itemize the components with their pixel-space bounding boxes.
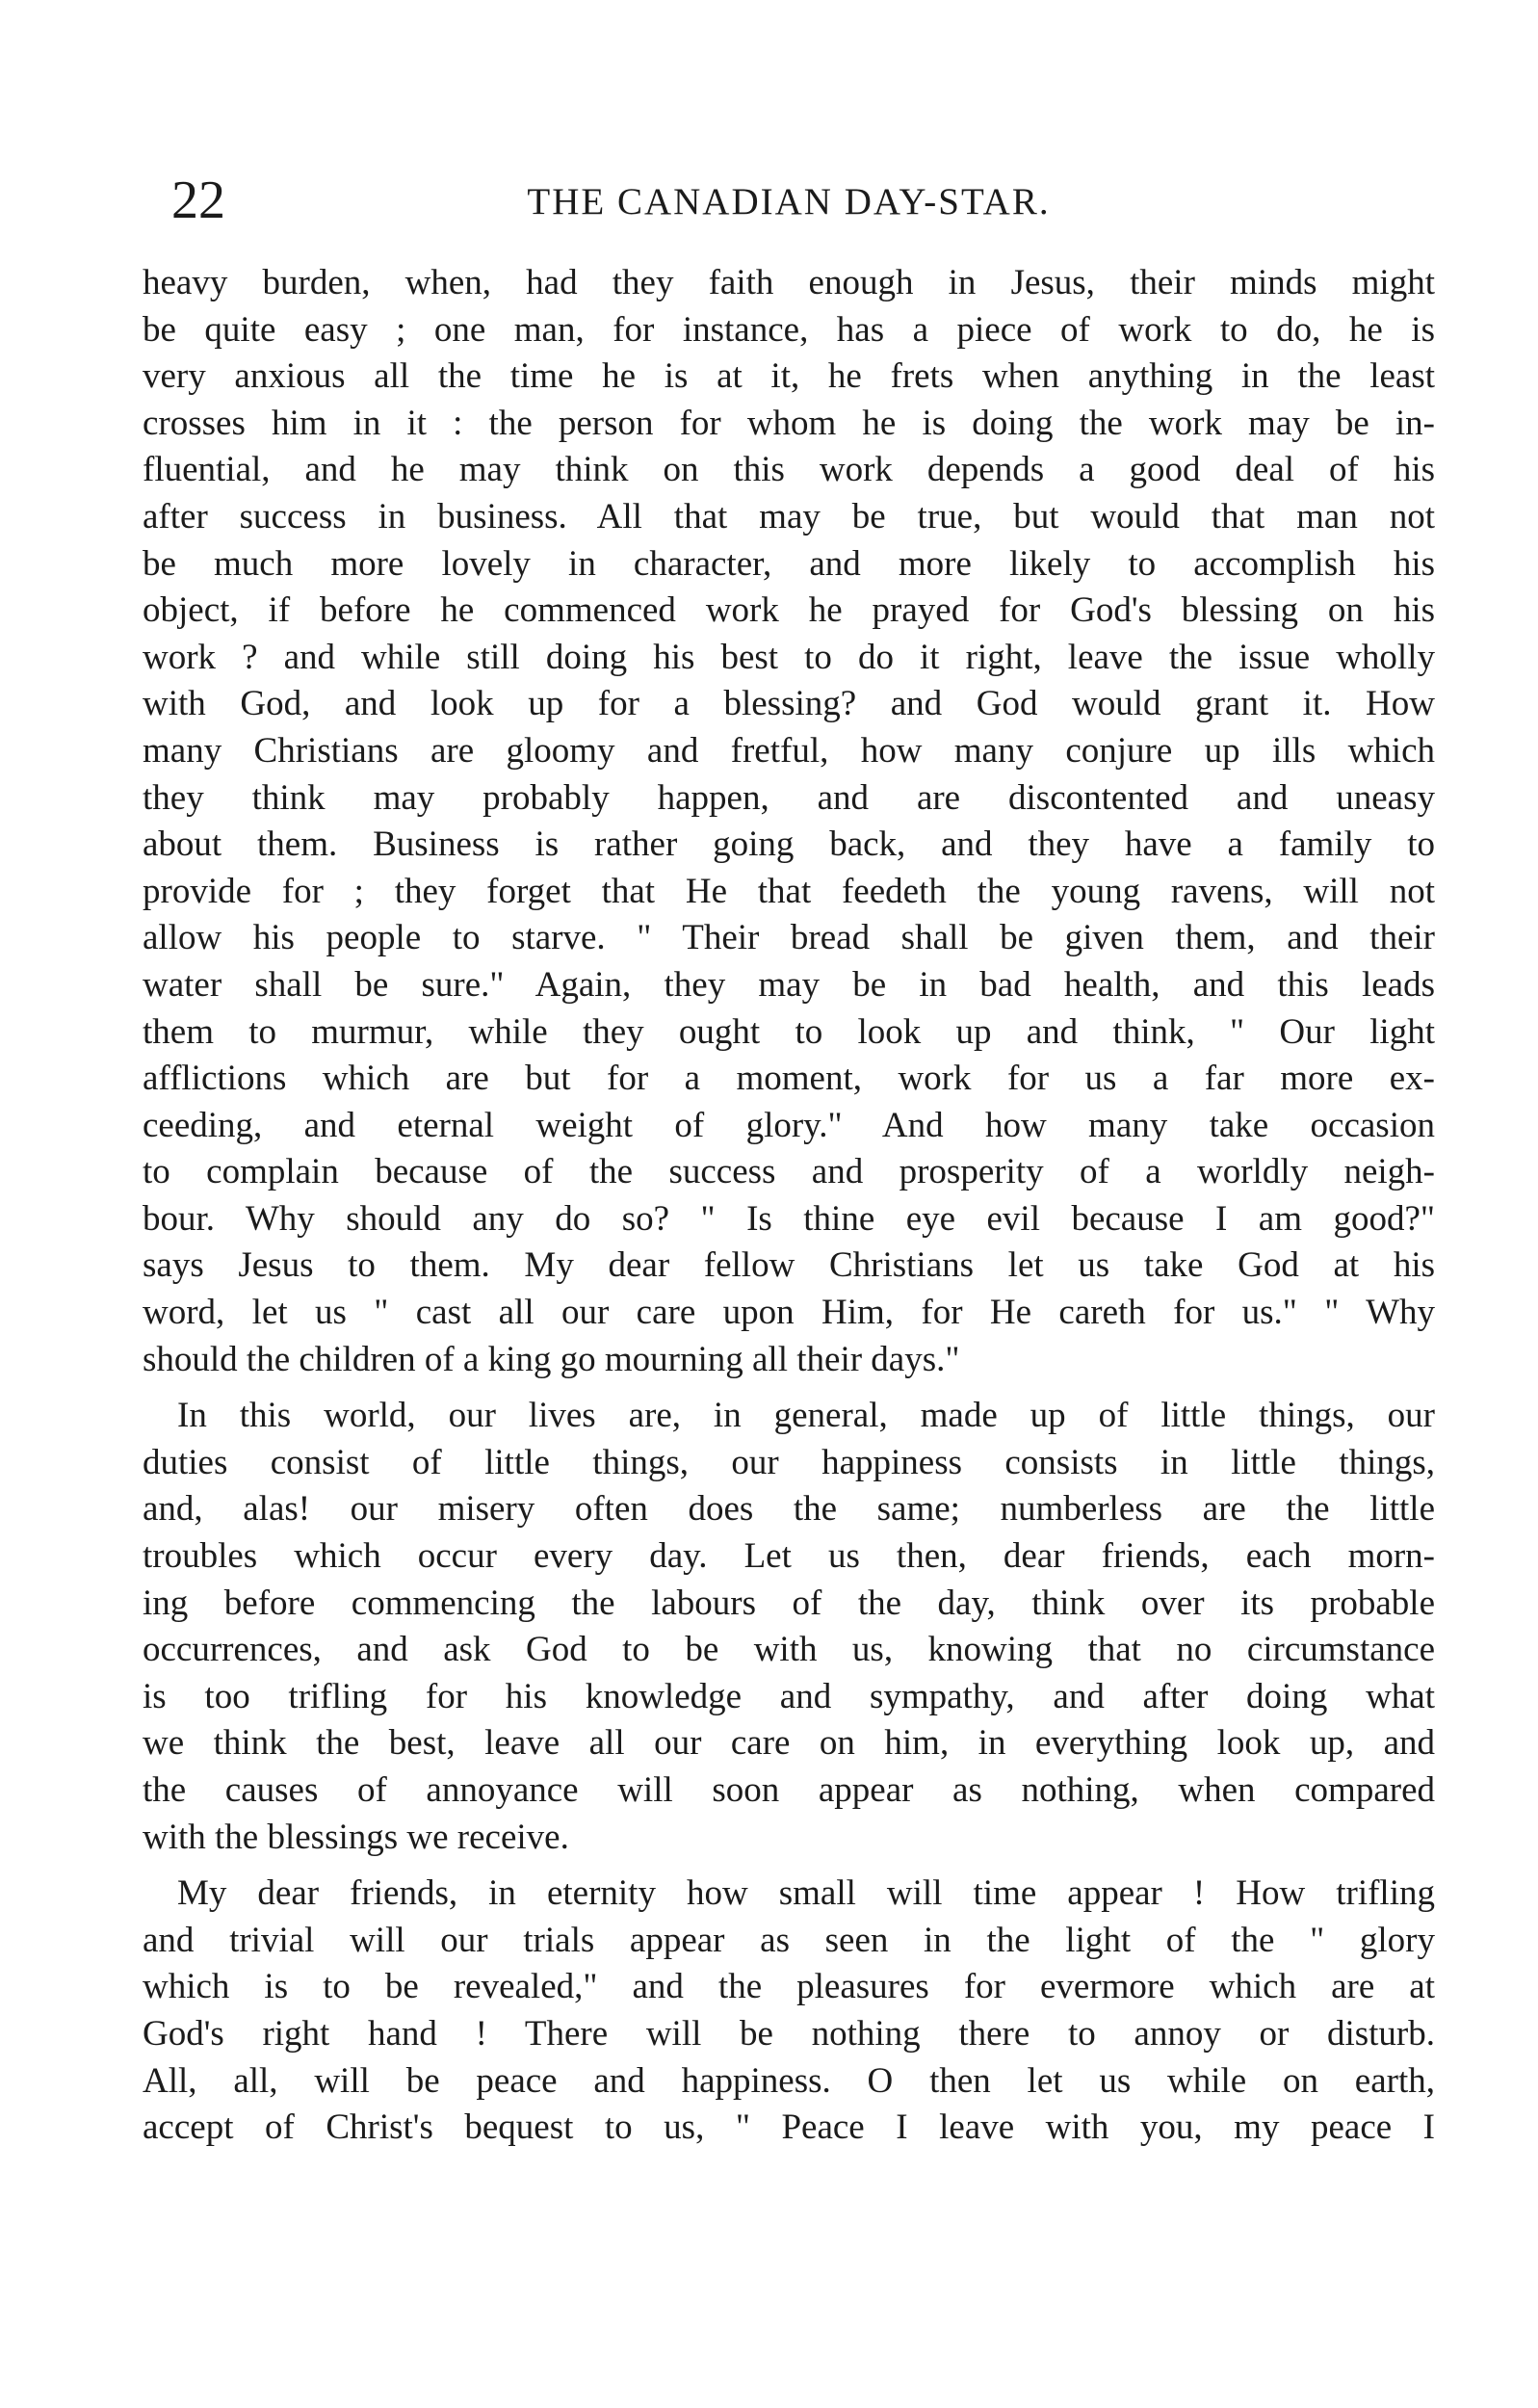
text-line: should the children of a king go mourning all their days." [143, 1339, 960, 1379]
paragraph [143, 260, 1435, 1383]
text-line: them to murmur, while they ought to look up and think, " Our light [143, 1011, 1435, 1052]
text-line: many Christians are gloomy and fretful, how many conjure up ills which [143, 730, 1435, 771]
text-line: fluential, and he may think on this work depends a good deal of his [143, 450, 1435, 490]
text-line: and, alas! our misery often does the same; numberless are the little [143, 1489, 1435, 1530]
text-line: word, let us " cast all our care upon Him, for He careth for us." " Why [143, 1293, 1435, 1333]
book-page [143, 170, 1435, 2152]
text-line: be quite easy ; one man, for instance, has a piece of work to do, he is [143, 309, 1435, 350]
text-line: provide for ; they forget that He that feedeth the young ravens, will not [143, 871, 1435, 911]
text-line: heavy burden, when, had they faith enough in Jesus, their minds might [143, 263, 1435, 302]
text-line: water shall be sure." Again, they may be in bad health, and this leads [143, 964, 1435, 1005]
text-line: and trivial will our trials appear as seen in the light of the " glory [143, 1920, 1435, 1960]
body-text [143, 260, 1435, 2152]
text-line: be much more lovely in character, and more likely to accomplish his [143, 543, 1435, 584]
text-line: ceeding, and eternal weight of glory." And how many take occasion [143, 1105, 1435, 1145]
page-number: 22 [171, 170, 225, 230]
text-line: accept of Christ's bequest to us, " Peace I leave with you, my peace I [143, 2107, 1435, 2148]
text-line: troubles which occur every day. Let us then, dear friends, each morn- [143, 1536, 1435, 1577]
text-line: they think may probably happen, and are discontented and uneasy [143, 777, 1435, 818]
text-line: bour. Why should any do so? " Is thine eye evil because I am good?" [143, 1198, 1435, 1239]
text-line: the causes of annoyance will soon appear as nothing, when compared [143, 1770, 1435, 1810]
text-line: with God, and look up for a blessing? and God would grant it. How [143, 684, 1435, 724]
text-line: In this world, our lives are, in general, made up of little things, our [177, 1396, 1435, 1436]
text-line: My dear friends, in eternity how small will time appear ! How trifling [177, 1873, 1435, 1914]
paragraph [143, 1871, 1435, 2152]
text-line: God's right hand ! There will be nothing there to annoy or disturb. [143, 2013, 1435, 2054]
text-line: ing before commencing the labours of the day, think over its probable [143, 1583, 1435, 1623]
text-line: we think the best, leave all our care on him, in everything look up, and [143, 1723, 1435, 1764]
text-line: after success in business. All that may be true, but would that man not [143, 496, 1435, 537]
paragraph-gap [143, 1383, 1435, 1393]
text-line: All, all, will be peace and happiness. O then let us while on earth, [143, 2060, 1435, 2101]
journal-title: THE CANADIAN DAY-STAR. [527, 181, 1051, 222]
text-line: which is to be revealed," and the pleasures for evermore which are at [143, 1967, 1435, 2007]
text-line: says Jesus to them. My dear fellow Christians let us take God at his [143, 1245, 1435, 1286]
text-line: duties consist of little things, our happiness consists in little things, [143, 1442, 1435, 1482]
text-line: to complain because of the success and prosperity of a worldly neigh- [143, 1152, 1435, 1192]
running-head [143, 170, 1435, 245]
text-line: occurrences, and ask God to be with us, knowing that no circumstance [143, 1630, 1435, 1670]
text-line: about them. Business is rather going back, and they have a family to [143, 824, 1435, 865]
text-line: with the blessings we receive. [143, 1817, 569, 1857]
text-line: work ? and while still doing his best to do it right, leave the issue wholly [143, 637, 1435, 677]
text-line: allow his people to starve. " Their bread shall be given them, and their [143, 918, 1435, 958]
text-line: very anxious all the time he is at it, he frets when anything in the least [143, 356, 1435, 397]
text-line: afflictions which are but for a moment, work for us a far more ex- [143, 1059, 1435, 1099]
text-line: is too trifling for his knowledge and sympathy, and after doing what [143, 1676, 1435, 1716]
paragraph-gap [143, 1861, 1435, 1871]
text-line: object, if before he commenced work he prayed for God's blessing on his [143, 590, 1435, 631]
paragraph [143, 1393, 1435, 1861]
text-line: crosses him in it : the person for whom he is doing the work may be in- [143, 403, 1435, 443]
